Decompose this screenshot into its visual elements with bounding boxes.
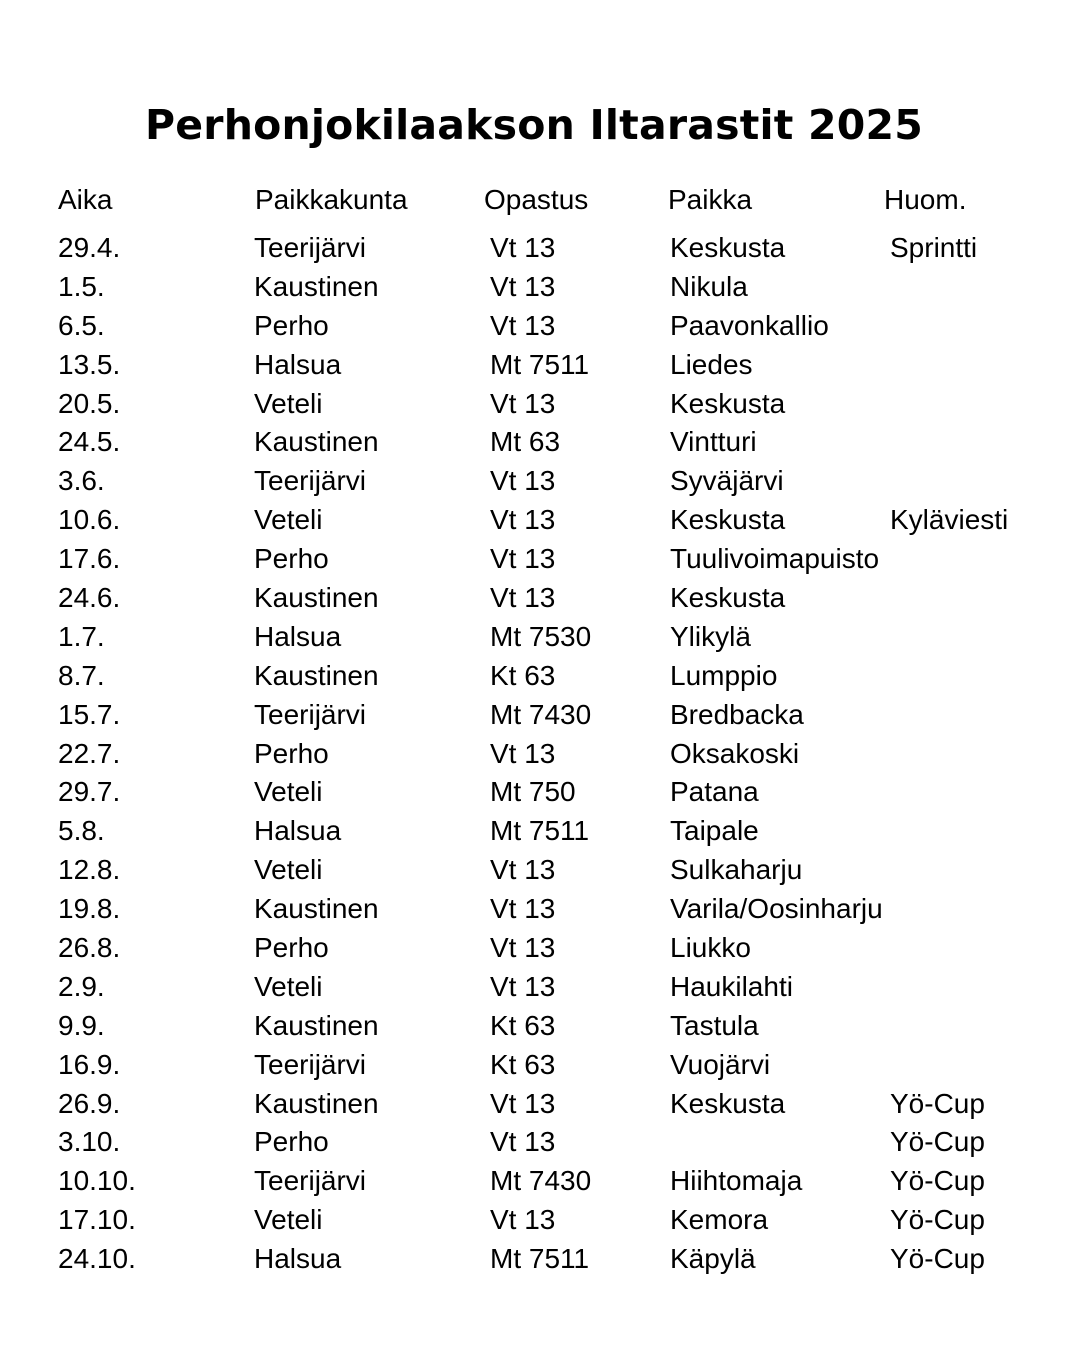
- table-row: [0, 618, 1080, 657]
- cell-aika: 6.5.: [58, 309, 105, 341]
- table-row: [0, 385, 1080, 424]
- cell-paikkakunta: Kaustinen: [254, 659, 379, 691]
- cell-paikkakunta: Halsua: [254, 815, 342, 847]
- cell-huom: Yö-Cup: [890, 1126, 985, 1158]
- header-aika: Aika: [58, 184, 113, 215]
- cell-paikkakunta: Veteli: [254, 387, 323, 419]
- cell-aika: 15.7.: [58, 698, 121, 730]
- cell-opastus: Vt 13: [490, 309, 556, 341]
- cell-aika: 10.10.: [58, 1165, 136, 1197]
- cell-paikka: Oksakoski: [670, 737, 800, 769]
- cell-paikkakunta: Halsua: [254, 1243, 342, 1275]
- cell-aika: 29.7.: [58, 776, 121, 808]
- cell-huom: Yö-Cup: [890, 1087, 985, 1119]
- table-row: [0, 773, 1080, 812]
- table-row: [0, 1123, 1080, 1162]
- table-row: [0, 1046, 1080, 1085]
- table-row: [0, 812, 1080, 851]
- cell-opastus: Vt 13: [490, 1126, 556, 1158]
- cell-huom: Kyläviesti: [890, 504, 1009, 536]
- cell-aika: 10.6.: [58, 504, 121, 536]
- schedule-table: [0, 229, 1080, 1279]
- table-row: [0, 851, 1080, 890]
- header-paikkakunta: Paikkakunta: [255, 184, 408, 215]
- cell-paikkakunta: Kaustinen: [254, 1087, 379, 1119]
- cell-aika: 26.8.: [58, 932, 121, 964]
- cell-aika: 9.9.: [58, 1009, 105, 1041]
- cell-paikka: Liedes: [670, 348, 753, 380]
- cell-aika: 1.5.: [58, 270, 105, 302]
- table-row: [0, 462, 1080, 501]
- cell-paikka: Hiihtomaja: [670, 1165, 803, 1197]
- cell-huom: Sprintti: [890, 232, 978, 263]
- cell-aika: 22.7.: [58, 737, 121, 769]
- cell-paikka: Sulkaharju: [670, 854, 803, 886]
- cell-opastus: Mt 7511: [490, 348, 590, 380]
- cell-opastus: Mt 63: [490, 426, 561, 458]
- cell-aika: 12.8.: [58, 854, 121, 886]
- cell-paikka: Keskusta: [670, 232, 786, 263]
- table-row: [0, 1162, 1080, 1201]
- cell-aika: 26.9.: [58, 1087, 121, 1119]
- table-row: [0, 1201, 1080, 1240]
- table-row: [0, 268, 1080, 307]
- cell-paikkakunta: Teerijärvi: [254, 465, 367, 497]
- cell-paikkakunta: Kaustinen: [254, 1009, 379, 1041]
- table-row: [0, 423, 1080, 462]
- cell-paikka: Paavonkallio: [670, 309, 829, 341]
- cell-paikkakunta: Perho: [254, 932, 329, 964]
- cell-opastus: Vt 13: [490, 270, 556, 302]
- table-row: [0, 307, 1080, 346]
- cell-paikka: Vintturi: [670, 426, 757, 458]
- cell-paikkakunta: Perho: [254, 309, 329, 341]
- cell-paikkakunta: Teerijärvi: [254, 1165, 367, 1197]
- cell-paikkakunta: Veteli: [254, 776, 323, 808]
- cell-opastus: Vt 13: [490, 893, 556, 925]
- header-huom: Huom.: [884, 184, 967, 215]
- cell-opastus: Mt 7430: [490, 1165, 592, 1197]
- table-row: [0, 968, 1080, 1007]
- cell-aika: 16.9.: [58, 1048, 121, 1080]
- cell-paikka: Tastula: [670, 1009, 759, 1041]
- cell-paikka: Tuulivoimapuisto: [670, 543, 880, 575]
- cell-aika: 20.5.: [58, 387, 121, 419]
- table-header: [0, 181, 1080, 219]
- table-row: [0, 540, 1080, 579]
- cell-opastus: Vt 13: [490, 504, 556, 536]
- cell-aika: 24.10.: [58, 1243, 136, 1275]
- cell-huom: Yö-Cup: [890, 1243, 985, 1275]
- cell-aika: 17.10.: [58, 1204, 136, 1236]
- table-row: [0, 890, 1080, 929]
- cell-opastus: Vt 13: [490, 543, 556, 575]
- cell-aika: 2.9.: [58, 970, 105, 1002]
- cell-opastus: Kt 63: [490, 1009, 556, 1041]
- cell-aika: 29.4.: [58, 232, 121, 263]
- cell-opastus: Vt 13: [490, 932, 556, 964]
- cell-opastus: Vt 13: [490, 970, 556, 1002]
- cell-paikkakunta: Perho: [254, 1126, 329, 1158]
- cell-aika: 19.8.: [58, 893, 121, 925]
- cell-paikka: Keskusta: [670, 1087, 786, 1119]
- cell-paikka: Bredbacka: [670, 698, 804, 730]
- cell-aika: 3.6.: [58, 465, 105, 497]
- cell-paikkakunta: Veteli: [254, 970, 323, 1002]
- header-paikka: Paikka: [668, 184, 753, 215]
- cell-opastus: Mt 7511: [490, 1243, 590, 1275]
- cell-paikka: Haukilahti: [670, 970, 793, 1002]
- table-row: [0, 1085, 1080, 1124]
- cell-paikkakunta: Teerijärvi: [254, 1048, 367, 1080]
- cell-paikka: Vuojärvi: [670, 1048, 771, 1080]
- cell-paikka: Syväjärvi: [670, 465, 784, 497]
- cell-aika: 17.6.: [58, 543, 121, 575]
- cell-paikkakunta: Teerijärvi: [254, 698, 367, 730]
- cell-paikka: Taipale: [670, 815, 759, 847]
- cell-aika: 13.5.: [58, 348, 121, 380]
- cell-aika: 24.6.: [58, 582, 121, 614]
- cell-opastus: Vt 13: [490, 232, 556, 263]
- cell-huom: Yö-Cup: [890, 1165, 985, 1197]
- page-title: Perhonjokilaakson Iltarastit 2025: [145, 101, 923, 150]
- cell-paikka: Ylikylä: [670, 620, 751, 652]
- table-row: [0, 579, 1080, 618]
- cell-paikka: Käpylä: [670, 1243, 756, 1275]
- header-opastus: Opastus: [484, 184, 589, 215]
- table-row: [0, 657, 1080, 696]
- cell-paikka: Keskusta: [670, 582, 786, 614]
- cell-huom: Yö-Cup: [890, 1204, 985, 1236]
- cell-opastus: Mt 750: [490, 776, 576, 808]
- cell-paikkakunta: Teerijärvi: [254, 232, 367, 263]
- cell-paikkakunta: Perho: [254, 543, 329, 575]
- table-row: [0, 1007, 1080, 1046]
- cell-opastus: Kt 63: [490, 1048, 556, 1080]
- table-row: [0, 735, 1080, 774]
- cell-paikka: Keskusta: [670, 504, 786, 536]
- table-row: [0, 696, 1080, 735]
- cell-paikkakunta: Halsua: [254, 620, 342, 652]
- cell-opastus: Vt 13: [490, 582, 556, 614]
- cell-opastus: Vt 13: [490, 1087, 556, 1119]
- cell-paikka: Nikula: [670, 270, 748, 302]
- table-row: [0, 229, 1080, 268]
- table-row: [0, 929, 1080, 968]
- cell-paikkakunta: Veteli: [254, 1204, 323, 1236]
- cell-paikkakunta: Kaustinen: [254, 426, 379, 458]
- cell-paikkakunta: Veteli: [254, 504, 323, 536]
- cell-paikka: Patana: [670, 776, 759, 808]
- cell-paikkakunta: Kaustinen: [254, 893, 379, 925]
- cell-opastus: Mt 7530: [490, 620, 592, 652]
- cell-opastus: Vt 13: [490, 1204, 556, 1236]
- cell-paikka: Lumppio: [670, 659, 778, 691]
- cell-opastus: Mt 7511: [490, 815, 590, 847]
- cell-paikkakunta: Kaustinen: [254, 582, 379, 614]
- cell-opastus: Vt 13: [490, 737, 556, 769]
- cell-paikka: Varila/Oosinharju: [670, 893, 883, 925]
- cell-opastus: Vt 13: [490, 387, 556, 419]
- cell-paikkakunta: Halsua: [254, 348, 342, 380]
- cell-opastus: Vt 13: [490, 465, 556, 497]
- cell-paikkakunta: Perho: [254, 737, 329, 769]
- cell-aika: 24.5.: [58, 426, 121, 458]
- cell-opastus: Mt 7430: [490, 698, 592, 730]
- cell-aika: 1.7.: [58, 620, 105, 652]
- table-row: [0, 1240, 1080, 1279]
- cell-paikka: Liukko: [670, 932, 751, 964]
- table-row: [0, 501, 1080, 540]
- cell-opastus: Kt 63: [490, 659, 556, 691]
- cell-aika: 8.7.: [58, 659, 105, 691]
- table-row: [0, 346, 1080, 385]
- cell-opastus: Vt 13: [490, 854, 556, 886]
- cell-paikka: Kemora: [670, 1204, 769, 1236]
- cell-paikkakunta: Kaustinen: [254, 270, 379, 302]
- cell-aika: 3.10.: [58, 1126, 121, 1158]
- cell-paikkakunta: Veteli: [254, 854, 323, 886]
- cell-aika: 5.8.: [58, 815, 105, 847]
- cell-paikka: Keskusta: [670, 387, 786, 419]
